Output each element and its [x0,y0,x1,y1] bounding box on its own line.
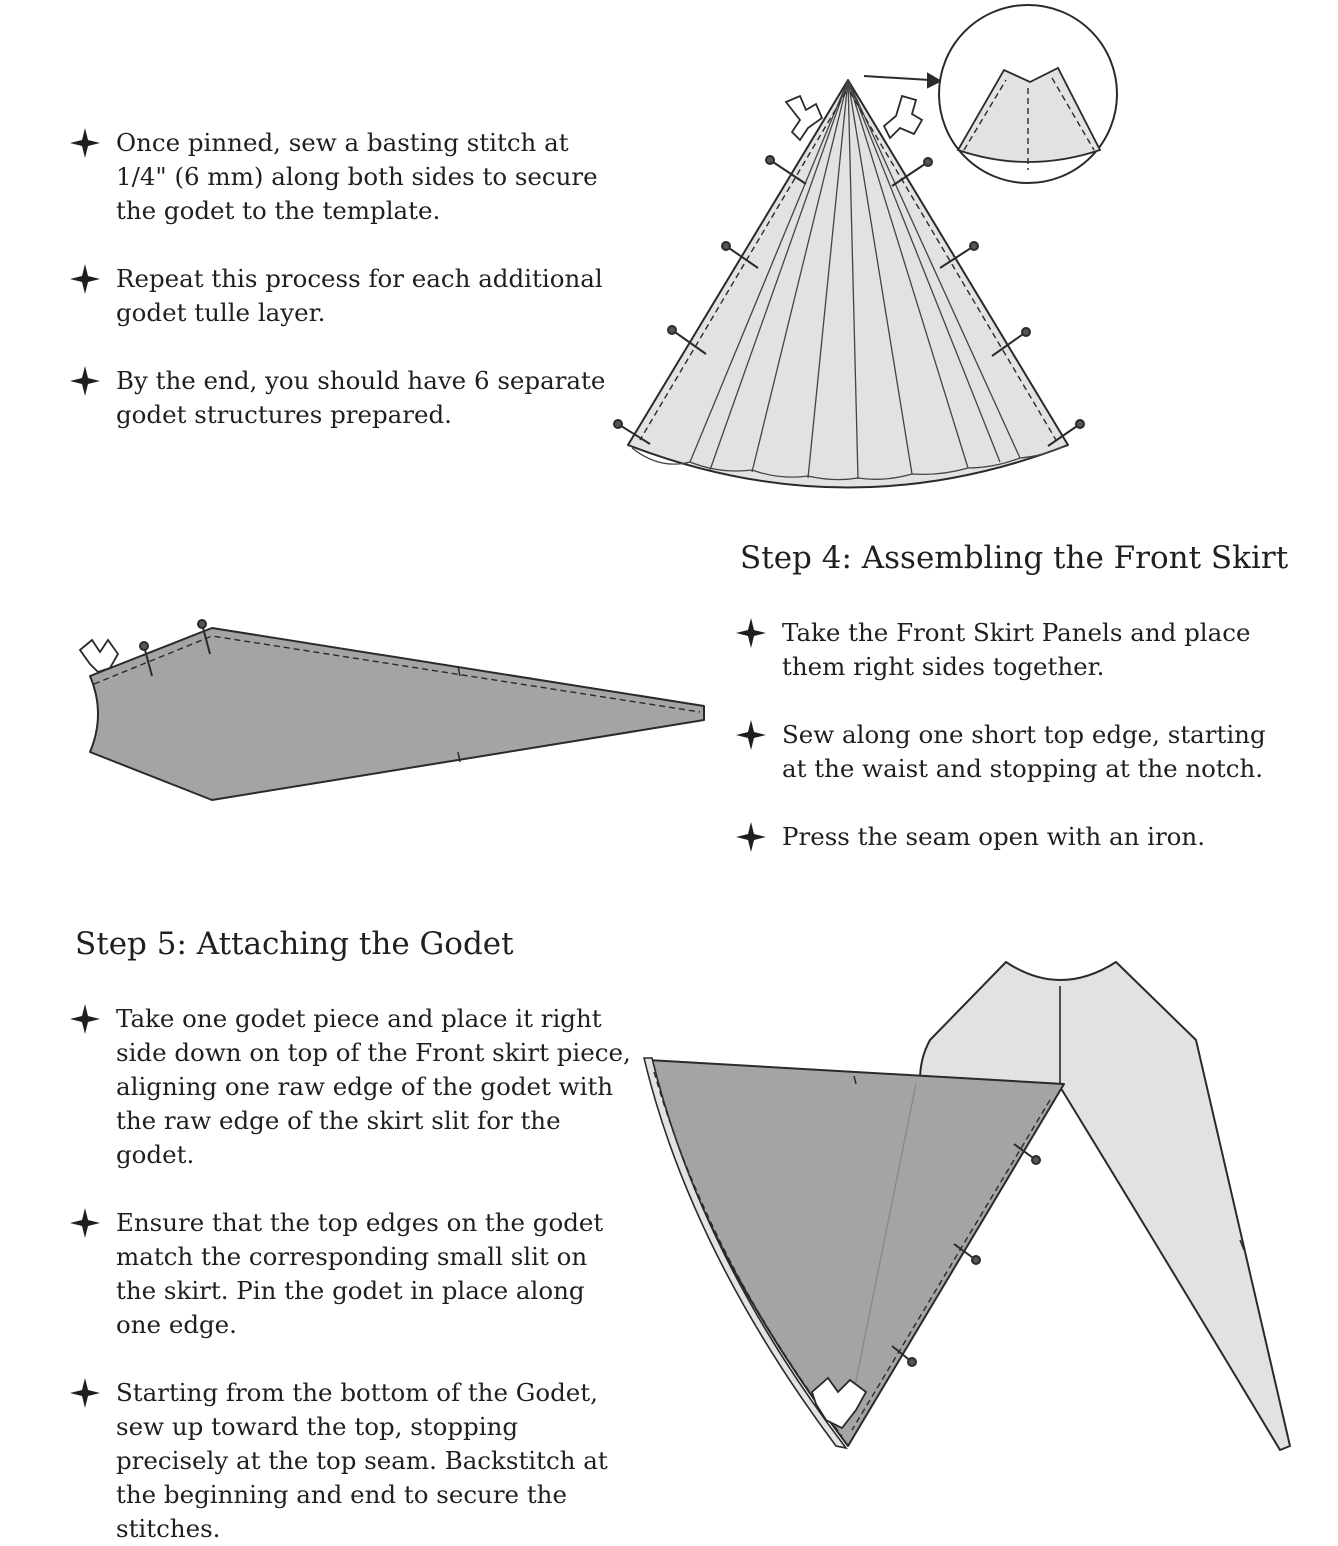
arrow-right-icon [864,74,940,87]
step4-bullet-list [736,616,1296,854]
intro-bullet-1 [70,126,610,228]
step5-bullet-3-text: Starting from the bottom of the Godet, sew up toward the top, stopping precisely at the top seam. Backstitch at the beginning and end to secure the stitches. [116,1378,608,1543]
four-point-star-icon [736,720,766,750]
step5-bullet-2 [70,1206,634,1342]
skirt-panel-shape [90,628,704,800]
four-point-star-icon [70,1004,100,1034]
front-skirt-panel-illustration [70,610,710,810]
godet-template-illustration [600,0,1140,500]
intro-bullet-3 [70,364,610,432]
intro-bullet-1-text: Once pinned, sew a basting stitch at 1/4" (6 mm) along both sides to secure the godet to the template. [116,128,598,225]
step4-bullet-1 [736,616,1296,684]
four-point-star-icon [736,618,766,648]
four-point-star-icon [70,128,100,158]
intro-bullet-2 [70,262,610,330]
step4-bullet-3-text: Press the seam open with an iron. [782,822,1205,851]
step5-bullet-3 [70,1376,634,1546]
four-point-star-icon [70,366,100,396]
step4-bullet-2-text: Sew along one short top edge, starting at the waist and stopping at the notch. [782,720,1266,783]
intro-bullet-2-text: Repeat this process for each additional godet tulle layer. [116,264,603,327]
four-point-star-icon [736,822,766,852]
four-point-star-icon [70,1378,100,1408]
step5-bullet-2-text: Ensure that the top edges on the godet match the corresponding small slit on the skirt. Pin the godet in place along one edge. [116,1208,604,1339]
four-point-star-icon [70,264,100,294]
step5-bullet-list [70,1002,634,1546]
step5-bullet-1 [70,1002,634,1172]
step4-bullet-2 [736,718,1296,786]
step4-title: Step 4: Assembling the Front Skirt [740,540,1289,576]
zoom-detail-circle [939,5,1117,183]
intro-bullet-3-text: By the end, you should have 6 separate godet structures prepared. [116,366,606,429]
godet-attach-illustration [630,955,1310,1465]
step5-title: Step 5: Attaching the Godet [75,926,514,962]
step4-bullet-3 [736,820,1296,854]
step5-bullet-1-text: Take one godet piece and place it right side down on top of the Front skirt piece, aligning one raw edge of the godet with the raw edge of the skirt slit for the godet. [116,1004,631,1169]
four-point-star-icon [70,1208,100,1238]
intro-bullet-list [70,126,610,432]
step4-bullet-1-text: Take the Front Skirt Panels and place them right sides together. [782,618,1251,681]
